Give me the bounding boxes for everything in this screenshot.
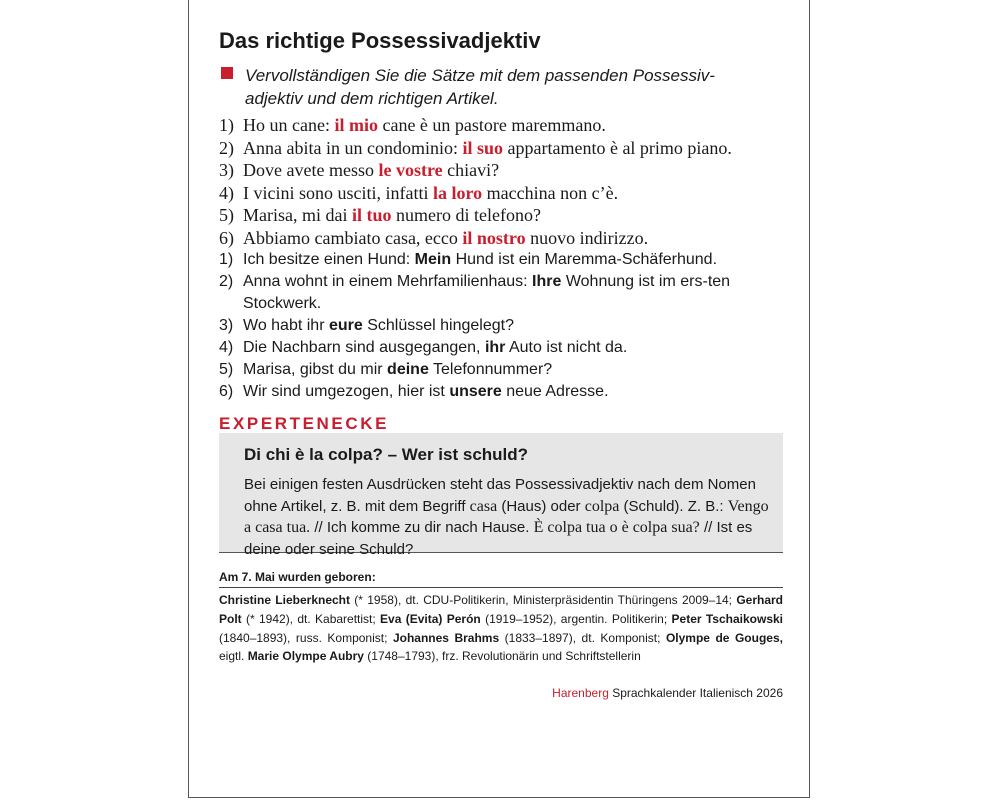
answer: Mein — [414, 251, 452, 268]
sentence-text: nuovo indirizzo. — [525, 227, 649, 248]
answer: le vostre — [378, 160, 443, 181]
person-name: Peter Tschaikowski — [671, 611, 784, 626]
sentence-text: Anna wohnt in einem Mehrfamilienhaus: — [243, 273, 533, 290]
person-info: (1748–1793), frz. Revolutionärin und Schriftstellerin — [363, 649, 641, 664]
sentence-text: Wohnung ist im ers-ten Stockwerk. — [243, 273, 731, 312]
expert-heading: EXPERTENECKE — [219, 414, 390, 433]
sentence-text: chiavi? — [442, 160, 500, 181]
sentence-text: Schlüssel hingelegt? — [362, 317, 514, 334]
sentence-text: Die Nachbarn sind ausgegangen, — [243, 339, 485, 356]
birthdays-heading: Am 7. Mai wurden geboren: — [219, 570, 376, 584]
expert-text-part: Bei einigen festen Ausdrücken steht das Possessivadjektiv nach dem Nomen ohne Artikel, z. B. mit dem Begriff — [244, 476, 756, 515]
person-name: Christine Lieberknecht — [219, 593, 350, 607]
answer: il mio — [334, 115, 378, 135]
sentence-text: Marisa, mi dai — [243, 205, 352, 226]
sentence-text: neue Adresse. — [501, 383, 609, 400]
person-info: (* 1942), dt. Kabarettist; — [241, 611, 381, 626]
expert-text — [244, 474, 771, 560]
sentence-text: Marisa, gibst du mir — [243, 361, 388, 378]
sentence-text: cane è un pastore maremmano. — [377, 115, 606, 135]
answer: il nostro — [462, 227, 526, 248]
sentence-number: 6) — [219, 227, 234, 248]
expert-example-sentence: È colpa tua o è colpa sua? — [533, 519, 700, 536]
sentence-number: 5) — [219, 205, 234, 226]
sentence-number: 6) — [219, 383, 234, 400]
sentence-number: 1) — [219, 115, 234, 135]
answer: ihr — [484, 339, 506, 356]
instruction-text — [245, 64, 775, 110]
person-info: (1833–1897), dt. Komponist; — [499, 630, 666, 645]
sentence-text: Wo habt ihr — [243, 317, 329, 334]
german-sentence-1 — [219, 249, 783, 271]
sentence-number: 4) — [219, 182, 234, 203]
sentence-number: 4) — [219, 339, 234, 356]
footer-text: Sprachkalender Italienisch 2026 — [608, 686, 783, 700]
person-name: Johannes Brahms — [392, 630, 500, 645]
person-name: Marie Olympe Aubry — [247, 649, 364, 664]
sentence-text: Abbiamo cambiato casa, ecco — [243, 227, 463, 248]
instruction-line-1: Vervollständigen Sie die Sätze mit dem passenden Possessiv- — [245, 66, 715, 85]
german-sentence-4 — [219, 337, 783, 359]
italian-sentence-2 — [219, 137, 783, 160]
footer — [552, 686, 783, 700]
birthdays-divider — [219, 587, 783, 588]
sentence-number: 1) — [219, 251, 234, 268]
answer: il tuo — [351, 205, 392, 226]
person-info: (1919–1952), argentin. Politikerin; — [480, 611, 672, 626]
person-info: eigtl. — [219, 649, 248, 664]
german-sentence-3 — [219, 315, 783, 337]
footer-brand: Harenberg — [552, 686, 609, 700]
sentence-text: macchina non c’è. — [482, 182, 619, 203]
person-name: Eva (Evita) Perón — [380, 611, 481, 626]
italian-sentence-5 — [219, 204, 783, 227]
german-sentence-6 — [219, 381, 783, 403]
expert-box — [219, 433, 783, 558]
person-name: Gerhard Polt — [219, 593, 784, 626]
italian-sentence-6 — [219, 227, 783, 250]
sentence-number: 2) — [219, 137, 234, 158]
person-info: (* 1958), dt. CDU-Politikerin, Ministerpräsidentin Thüringens 2009–14; — [350, 593, 737, 607]
sentence-text: Auto ist nicht da. — [505, 339, 628, 356]
expert-example-sentence: Vengo a casa tua. — [244, 497, 769, 536]
expert-text-part: (Haus) oder — [497, 497, 585, 515]
answer: la loro — [432, 182, 483, 203]
italian-sentence-4 — [219, 182, 783, 205]
sentence-number: 2) — [219, 273, 234, 290]
sentence-text: Wir sind umgezogen, hier ist — [243, 383, 450, 400]
sentence-text: I vicini sono usciti, infatti — [243, 182, 433, 203]
german-translations — [219, 249, 783, 403]
sentence-text: Ho un cane: — [243, 115, 335, 135]
expert-text-part: // Ist es deine oder seine Schuld? — [244, 519, 753, 558]
sentence-number: 5) — [219, 361, 234, 378]
sentence-number: 3) — [219, 160, 234, 181]
italian-sentences — [219, 114, 783, 250]
answer: unsere — [449, 383, 502, 400]
sentence-text: Anna abita in un condominio: — [243, 137, 463, 158]
expert-text-part: // Ich komme zu dir nach Hause. — [310, 519, 534, 536]
answer: Ihre — [532, 273, 562, 290]
calendar-page — [188, 0, 810, 798]
red-square-icon — [221, 67, 233, 79]
person-info: (1840–1893), russ. Komponist; — [219, 630, 393, 645]
italian-sentence-3 — [219, 159, 783, 182]
sentence-text: Dove avete messo — [243, 160, 379, 181]
person-name: Olympe de Gouges, — [665, 630, 783, 645]
sentence-text: Hund ist ein Maremma-Schäferhund. — [451, 251, 718, 268]
answer: deine — [387, 361, 429, 378]
expert-title: Di chi è la colpa? – Wer ist schuld? — [244, 445, 529, 464]
italian-sentence-1 — [219, 114, 783, 137]
sentence-text: numero di telefono? — [391, 205, 541, 226]
sentence-text: Telefonnummer? — [428, 361, 553, 378]
expert-example-word: colpa — [584, 497, 620, 515]
answer: il suo — [462, 137, 503, 158]
german-sentence-5 — [219, 359, 783, 381]
birthdays-text — [219, 591, 783, 666]
expert-text-part: (Schuld). Z. B.: — [619, 497, 728, 515]
expert-example-word: casa — [469, 497, 498, 515]
answer: eure — [328, 317, 363, 334]
instruction-line-2: adjektiv und dem richtigen Artikel. — [245, 89, 499, 108]
sentence-text: appartamento è al primo piano. — [503, 137, 732, 158]
sentence-number: 3) — [219, 317, 234, 334]
german-sentence-2 — [219, 271, 783, 315]
page-title: Das richtige Possessivadjektiv — [219, 28, 541, 53]
sentence-text: Ich besitze einen Hund: — [243, 251, 415, 268]
